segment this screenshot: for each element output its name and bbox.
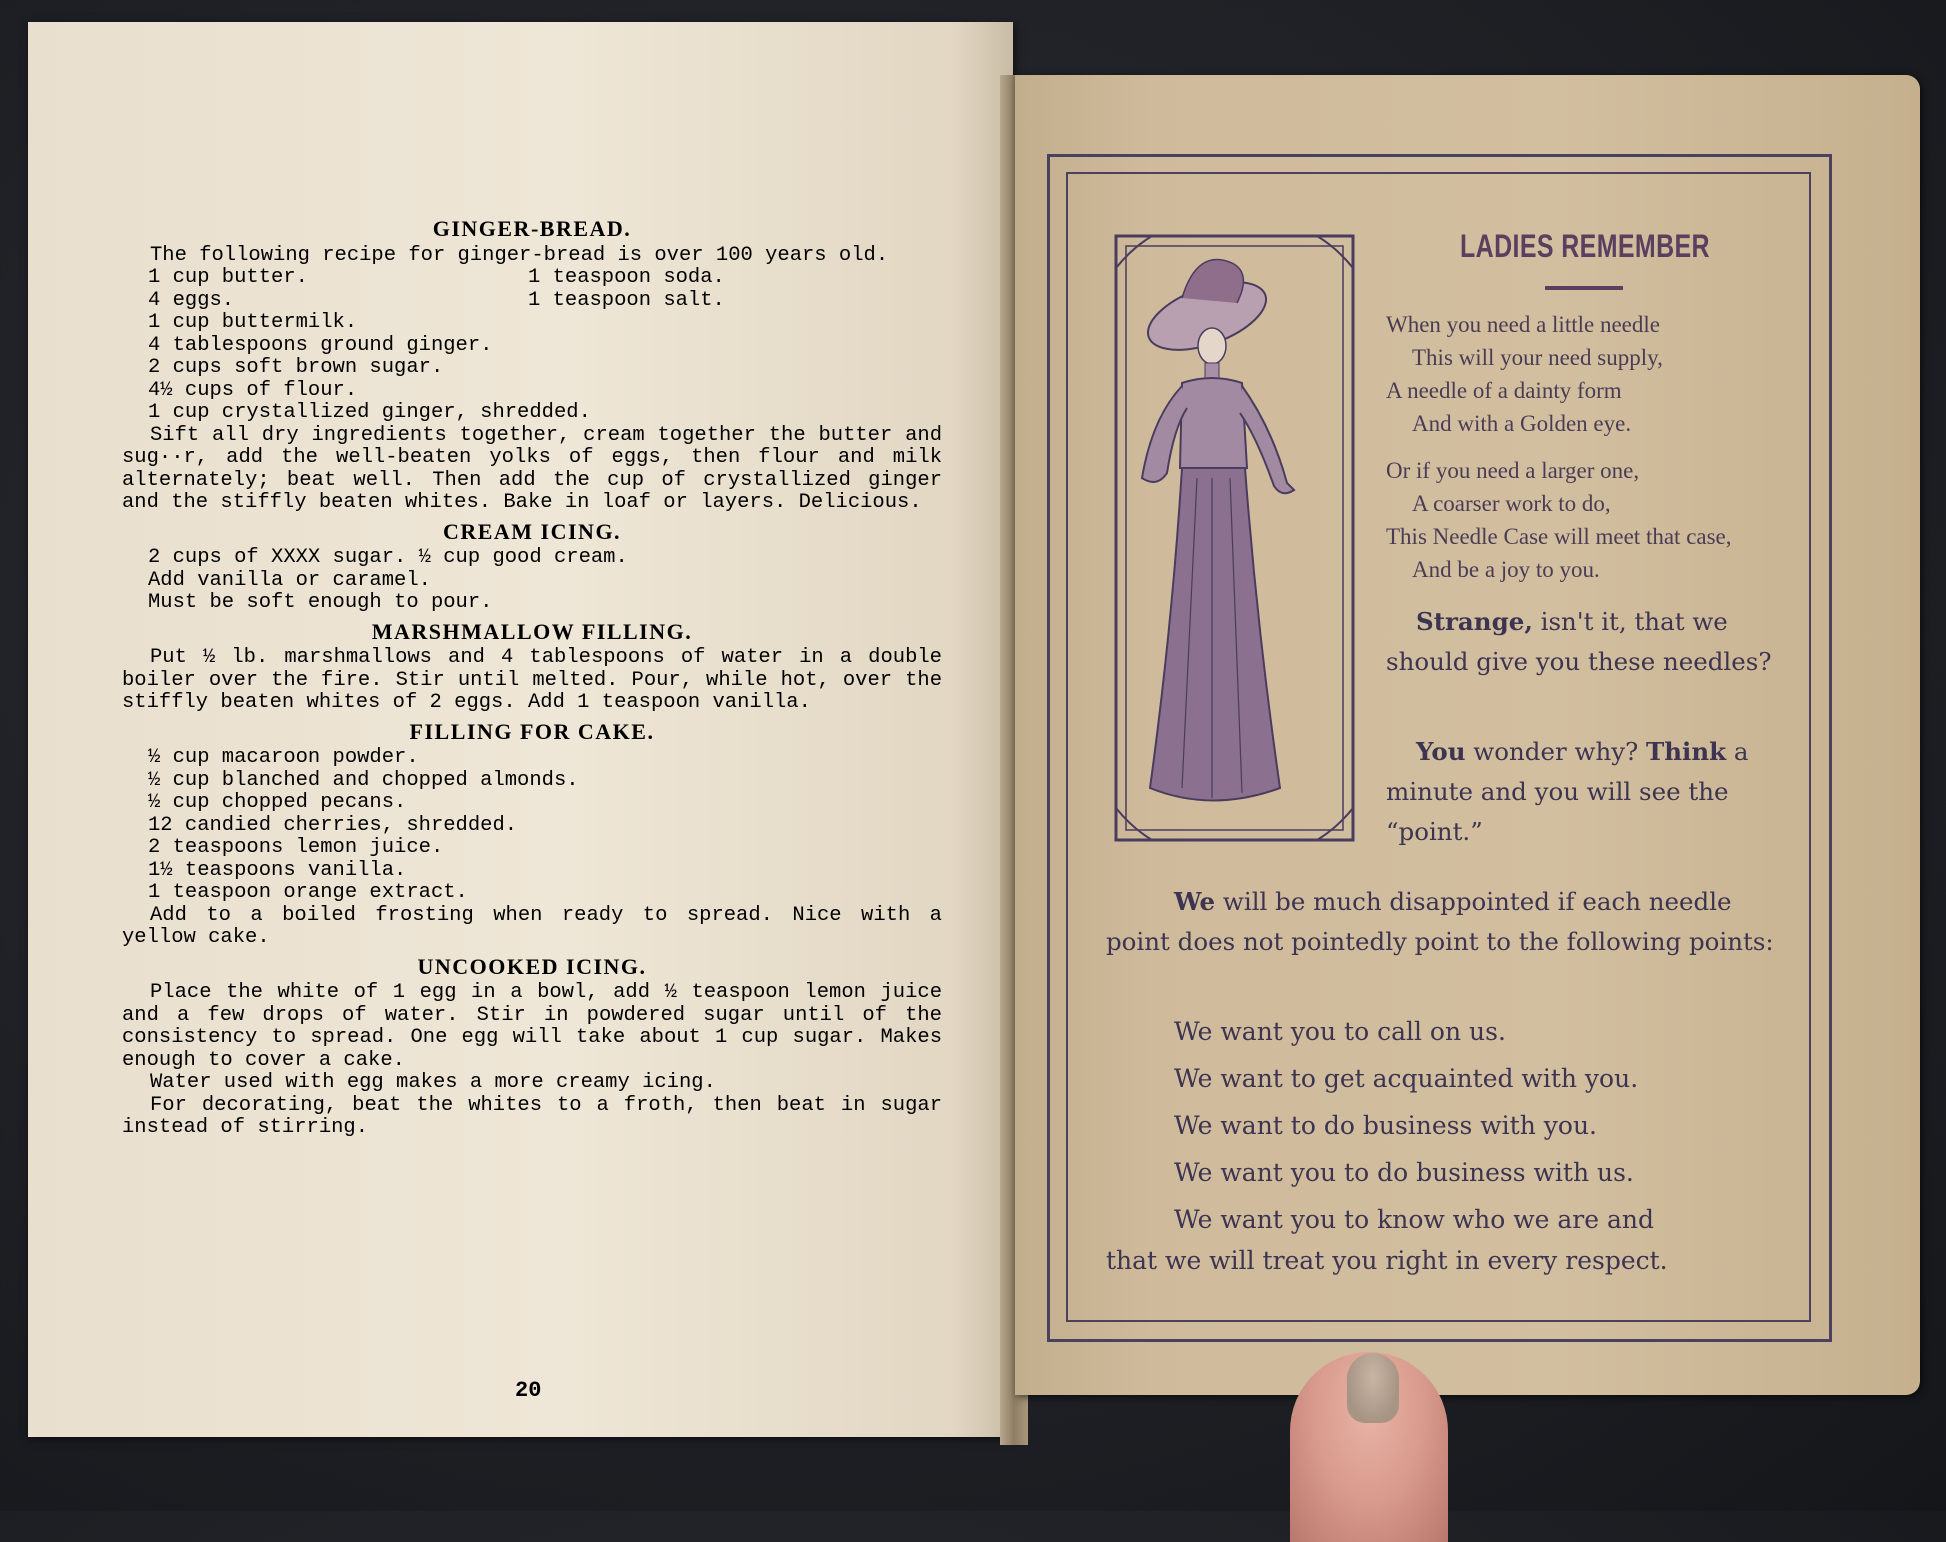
want-line: We want you to call on us. [1174,1017,1506,1046]
uncooked-icing-title: UNCOOKED ICING. [417,953,647,979]
needle-poem [1386,308,1806,586]
gingerbread-ingredient-columns [122,267,942,312]
uncooked-icing-text: Place the white of 1 egg in a bowl, add ½ teaspoon lemon juice and a few drops of water. Stir in powdered sugar until of the consistency to spread. One egg will take about 1 cup sugar. Makes enough to cover a cake. [122,981,942,1072]
gingerbread-title: GINGER-BREAD. [432,216,632,241]
ingredient-line: 4 eggs. [148,288,235,312]
filling-cake-title: FILLING FOR CAKE. [409,718,655,744]
filling-cake-text: Add to a boiled frosting when ready to spread. Nice with a yellow cake. [122,903,942,949]
ingredient-line: 1 teaspoon soda. [528,266,725,289]
points-paragraph [1106,882,1792,962]
poem-line: Or if you need a larger one, [1386,458,1640,483]
filling-item: ½ cup chopped pecans. [148,791,407,814]
filling-item: 1 teaspoon orange extract. [148,881,468,904]
poem-line: This Needle Case will meet that case, [1386,524,1732,549]
strange-text: isn't it, that we should give you these needles? [1386,607,1772,676]
wonder-text: wonder why? [1465,737,1646,766]
think-text: a minute and you will see the “point.” [1386,737,1749,846]
we-word: We [1174,887,1216,916]
want-line: We want to do business with you. [1174,1111,1597,1140]
cream-icing-line: 2 cups of XXXX sugar. ½ cup good cream. [148,546,628,569]
strange-paragraph [1386,602,1796,682]
ingredient-line: 1 cup buttermilk. [148,311,358,334]
filling-item: ½ cup macaroon powder. [148,746,419,769]
ingredient-line: 4 tablespoons ground ginger. [148,333,493,357]
poem-line: When you need a little needle [1386,312,1660,337]
ad-title: LADIES REMEMBER [1460,228,1710,264]
cream-icing-line: Add vanilla or caramel. [148,568,431,592]
marshmallow-text: Put ½ lb. marshmallows and 4 tablespoons of water in a double boiler over the fire. Stir until melted. Pour, while hot, over the stiffly beaten whites of 2 eggs. Add 1 teaspoon vanilla. [122,646,942,714]
strange-word: Strange, [1416,607,1533,636]
gingerbread-method: Sift all dry ingredients together, cream together the butter and sug··r, add the well-beaten yolks of eggs, then flour and milk alternately; beat well. Then add the cup of crystallized ginger and the stiffly beaten whites. Bake in loaf or layers. Delicious. [122,423,942,514]
want-line: that we will treat you right in every respect. [1106,1246,1668,1275]
want-line: We want to get acquainted with you. [1174,1064,1639,1093]
poem-line: And be a joy to you. [1412,557,1600,582]
page-number: 20 [515,1378,542,1403]
you-word: You [1416,737,1466,766]
lady-illustration [1112,228,1357,846]
wonder-paragraph [1386,732,1796,852]
filling-item: 2 teaspoons lemon juice. [148,836,444,859]
ingredient-line: 4½ cups of flour. [148,378,358,402]
uncooked-icing-text: Water used with egg makes a more creamy icing. [150,1071,716,1094]
points-text: will be much disappointed if each needle point does not pointedly point to the following points: [1106,887,1774,956]
uncooked-icing-text: For decorating, beat the whites to a froth, then beat in sugar instead of stirring. [122,1093,942,1139]
cream-icing-line: Must be soft enough to pour. [148,591,493,614]
filling-item: 12 candied cherries, shredded. [148,813,518,837]
filling-item: ½ cup blanched and chopped almonds. [148,768,579,792]
gingerbread-intro: The following recipe for ginger-bread is over 100 years old. [150,243,889,267]
recipes-column [122,212,942,1140]
ingredient-line: 1 cup butter. [148,266,308,289]
thumbnail [1347,1353,1399,1423]
want-line: We want you to do business with us. [1174,1158,1634,1187]
ingredient-line: 1 cup crystallized ginger, shredded. [148,401,591,424]
ingredient-line: 1 teaspoon salt. [528,288,725,312]
want-line: We want you to know who we are and [1174,1205,1654,1234]
poem-line: And with a Golden eye. [1412,411,1632,436]
poem-line: This will your need supply, [1412,345,1663,370]
filling-item: 1½ teaspoons vanilla. [148,858,407,882]
think-word: Think [1646,737,1727,766]
marshmallow-title: MARSHMALLOW FILLING. [371,618,693,644]
cream-icing-title: CREAM ICING. [442,518,622,544]
title-rule [1545,286,1623,290]
poem-line: A needle of a dainty form [1386,378,1622,403]
ingredient-line: 2 cups soft brown sugar. [148,356,444,379]
poem-line: A coarser work to do, [1412,491,1611,516]
